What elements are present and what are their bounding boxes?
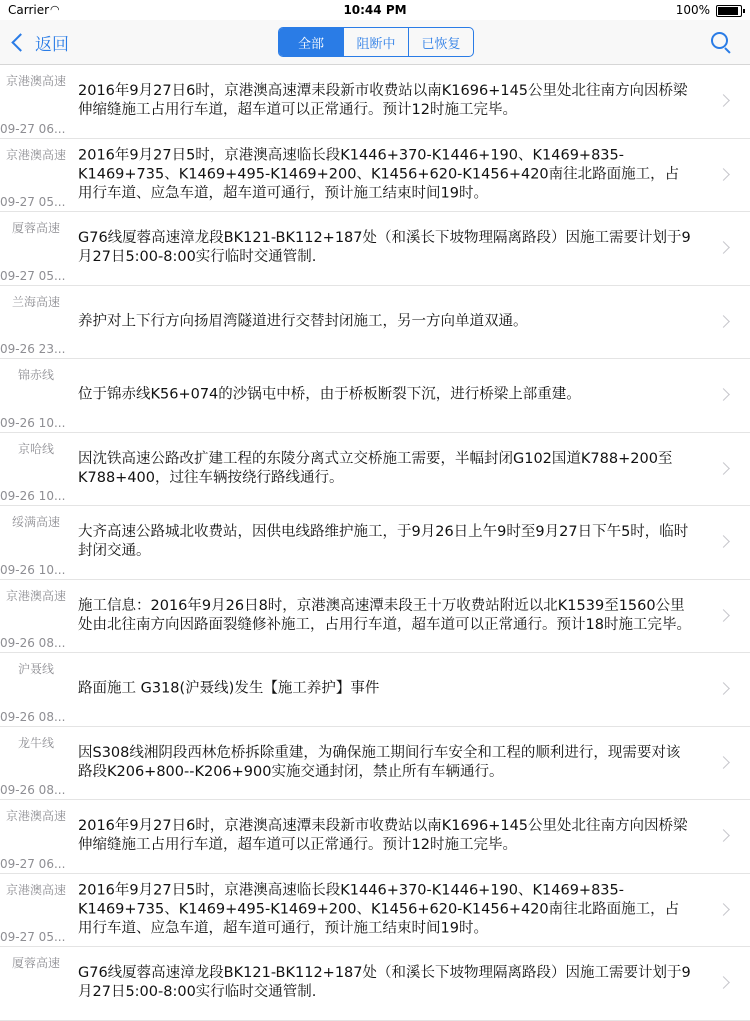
event-description: 大齐高速公路城北收费站，因供电线路维护施工，于9月26日上午9时至9月27日下午5时，临时封闭交通。 (78, 524, 689, 560)
list-item[interactable] (0, 212, 750, 286)
road-name: 京港澳高速 (5, 147, 66, 162)
event-time: 09-26 08... (0, 636, 66, 650)
event-description: 2016年9月27日5时，京港澳高速临长段K1446+370-K1446+190、K1469+835-K1469+735、K1469+495-K1469+200、K1456+620-K1456+420南往北路面施工，占用行车道、应急车道，超车道可通行，预计施工结束时间19时。 (78, 882, 680, 937)
event-time: 09-26 23... (0, 342, 66, 356)
road-name: 厦蓉高速 (11, 221, 60, 235)
chevron-right-icon (717, 535, 730, 548)
back-label: 返回 (35, 34, 69, 55)
road-name: 沪聂线 (17, 662, 54, 676)
wifi-icon: ◠ (50, 3, 60, 16)
list-item[interactable] (0, 947, 750, 1021)
list-item[interactable] (0, 433, 750, 507)
list-item[interactable] (0, 800, 750, 874)
event-description: 养护对上下行方向扬眉湾隧道进行交替封闭施工，另一方向单道双通。 (78, 313, 528, 330)
event-time: 09-27 06... (0, 856, 66, 871)
chevron-right-icon (717, 756, 730, 769)
list-item[interactable] (0, 139, 750, 213)
road-name: 京港澳高速 (5, 882, 66, 897)
chevron-right-icon (717, 682, 730, 695)
event-description: G76线厦蓉高速漳龙段BK121-BK112+187处（和溪长下坡物理隔离路段）因施工需要计划于9月27日5:00-8:00实行临时交通管制. (78, 230, 691, 266)
event-time: 09-26 10... (0, 415, 66, 430)
road-name: 兰海高速 (11, 294, 60, 309)
event-time: 09-26 08... (0, 709, 66, 724)
event-time: 09-27 05... (0, 268, 66, 283)
event-time: 09-27 05... (0, 195, 66, 209)
list-item[interactable] (0, 580, 750, 654)
event-description: 2016年9月27日5时，京港澳高速临长段K1446+370-K1446+190、K1469+835-K1469+735、K1469+495-K1469+200、K1456+620-K1456+420南往北路面施工，占用行车道、应急车道，超车道可通行，预计施工结束时间19时。 (78, 147, 680, 202)
segment-restored[interactable]: 已恢复 (408, 28, 473, 56)
road-name: 京哈线 (17, 441, 54, 456)
battery-icon (716, 5, 742, 17)
chevron-right-icon (717, 976, 730, 989)
event-list (0, 65, 750, 1021)
navigation-bar (0, 20, 750, 65)
road-name: 京港澳高速 (5, 809, 66, 823)
chevron-right-icon (717, 829, 730, 842)
road-name: 厦蓉高速 (11, 956, 60, 970)
segment-all[interactable]: 全部 (279, 28, 343, 56)
status-bar (0, 0, 750, 20)
list-item[interactable] (0, 653, 750, 727)
filter-segmented-control (278, 27, 474, 57)
event-time: 09-26 10... (0, 562, 66, 577)
chevron-right-icon (717, 94, 730, 107)
event-time: 09-26 10... (0, 489, 66, 503)
chevron-right-icon (717, 462, 730, 475)
chevron-right-icon (717, 903, 730, 916)
chevron-right-icon (717, 315, 730, 328)
road-name: 京港澳高速 (5, 74, 66, 88)
list-item[interactable] (0, 506, 750, 580)
event-description: 2016年9月27日6时，京港澳高速潭耒段新市收费站以南K1696+145公里处北往南方向因桥梁伸缩缝施工占用行车道，超车道可以正常通行。预计12时施工完毕。 (78, 818, 688, 854)
list-item[interactable] (0, 65, 750, 139)
event-description: 位于锦赤线K56+074的沙锅屯中桥，由于桥板断裂下沉，进行桥梁上部重建。 (78, 386, 581, 403)
chevron-right-icon (717, 168, 730, 181)
event-description: 施工信息：2016年9月26日8时，京港澳高速潭耒段王十万收费站附近以北K1539至1560公里处由北往南方向因路面裂缝修补施工，占用行车道，超车道可以正常通行。预计18时施工完毕。 (78, 597, 691, 633)
back-button[interactable] (10, 29, 69, 55)
event-description: 因S308线湘阴段西林危桥拆除重建，为确保施工期间行车安全和工程的顺利进行，现需要对该路段K206+800--K206+900实施交通封闭，禁止所有车辆通行。 (78, 744, 681, 780)
list-item[interactable] (0, 874, 750, 948)
search-icon[interactable] (711, 32, 728, 49)
chevron-left-icon (11, 33, 29, 51)
battery-percent: 100% (675, 3, 710, 17)
road-name: 龙牛线 (17, 735, 54, 750)
chevron-right-icon (717, 388, 730, 401)
event-description: 路面施工 G318(沪聂线)发生【施工养护】事件 (78, 680, 380, 697)
chevron-right-icon (717, 609, 730, 622)
chevron-right-icon (717, 241, 730, 254)
list-item[interactable] (0, 286, 750, 360)
event-time: 09-27 06... (0, 121, 66, 136)
road-name: 锦赤线 (17, 368, 54, 382)
list-item[interactable] (0, 727, 750, 801)
carrier-label: Carrier (8, 3, 50, 17)
road-name: 京港澳高速 (5, 588, 66, 603)
event-time: 09-27 05... (0, 930, 66, 944)
road-name: 绥满高速 (11, 515, 60, 529)
event-description: G76线厦蓉高速漳龙段BK121-BK112+187处（和溪长下坡物理隔离路段）因施工需要计划于9月27日5:00-8:00实行临时交通管制. (78, 965, 691, 1001)
clock: 10:44 PM (343, 3, 407, 17)
event-description: 2016年9月27日6时，京港澳高速潭耒段新市收费站以南K1696+145公里处北往南方向因桥梁伸缩缝施工占用行车道，超车道可以正常通行。预计12时施工完毕。 (78, 83, 688, 119)
event-time: 09-26 08... (0, 783, 66, 797)
list-item[interactable] (0, 359, 750, 433)
event-description: 因沈铁高速公路改扩建工程的东陵分离式立交桥施工需要，半幅封闭G102国道K788+200至K788+400，过往车辆按绕行路线通行。 (78, 450, 673, 486)
segment-blocked[interactable]: 阻断中 (343, 28, 408, 56)
